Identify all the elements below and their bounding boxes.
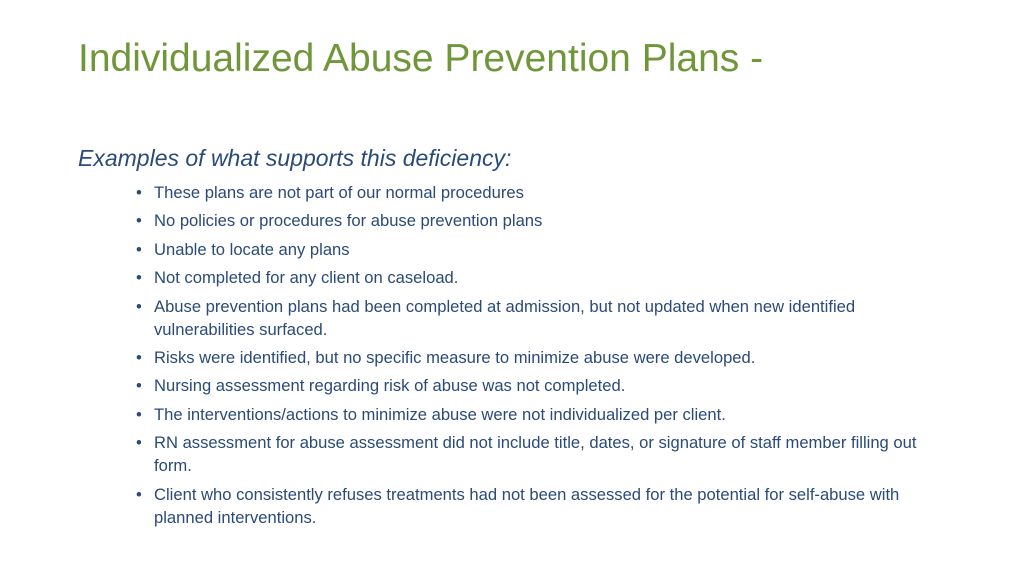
bullet-item (136, 431, 956, 477)
bullet-text: Unable to locate any plans (154, 239, 350, 259)
bullet-icon: • (136, 239, 142, 259)
bullet-icon: • (136, 296, 142, 316)
bullet-text: Not completed for any client on caseload. (154, 268, 459, 288)
bullet-text: These plans are not part of our normal procedures (154, 183, 524, 202)
bullet-text: No policies or procedures for abuse prevention plans (154, 211, 543, 231)
bullet-item (136, 238, 956, 261)
bullet-text: The interventions/actions to minimize abuse were not individualized per client. (154, 404, 726, 424)
bullet-item (136, 181, 956, 204)
bullet-item (136, 295, 956, 341)
bullet-icon: • (136, 347, 142, 367)
bullet-icon: • (136, 433, 142, 453)
slide-subtitle: Examples of what supports this deficiency: (78, 145, 512, 171)
bullet-icon: • (136, 183, 142, 202)
bullet-text: Client who consistently refuses treatments had not been assessed for the potential for self-abuse with planned interventions. (154, 484, 900, 527)
bullet-item (136, 209, 956, 232)
bullet-text: Nursing assessment regarding risk of abuse was not completed. (154, 376, 626, 396)
slide-title: Individualized Abuse Prevention Plans - (78, 37, 764, 80)
bullet-icon: • (136, 268, 142, 288)
bullet-item (136, 266, 956, 289)
bullet-item (136, 346, 956, 369)
bullet-text: Risks were identified, but no specific measure to minimize abuse were developed. (154, 347, 756, 367)
bullet-list (136, 181, 956, 534)
bullet-icon: • (136, 211, 142, 231)
bullet-item (136, 403, 956, 426)
bullet-icon: • (136, 376, 142, 396)
bullet-item (136, 374, 956, 397)
bullet-icon: • (136, 484, 142, 504)
bullet-text: Abuse prevention plans had been completed at admission, but not updated when new identified vulnerabilities surfaced. (154, 296, 856, 339)
bullet-item (136, 483, 956, 529)
bullet-text: RN assessment for abuse assessment did not include title, dates, or signature of staff member filling out form. (154, 433, 917, 476)
bullet-icon: • (136, 404, 142, 424)
